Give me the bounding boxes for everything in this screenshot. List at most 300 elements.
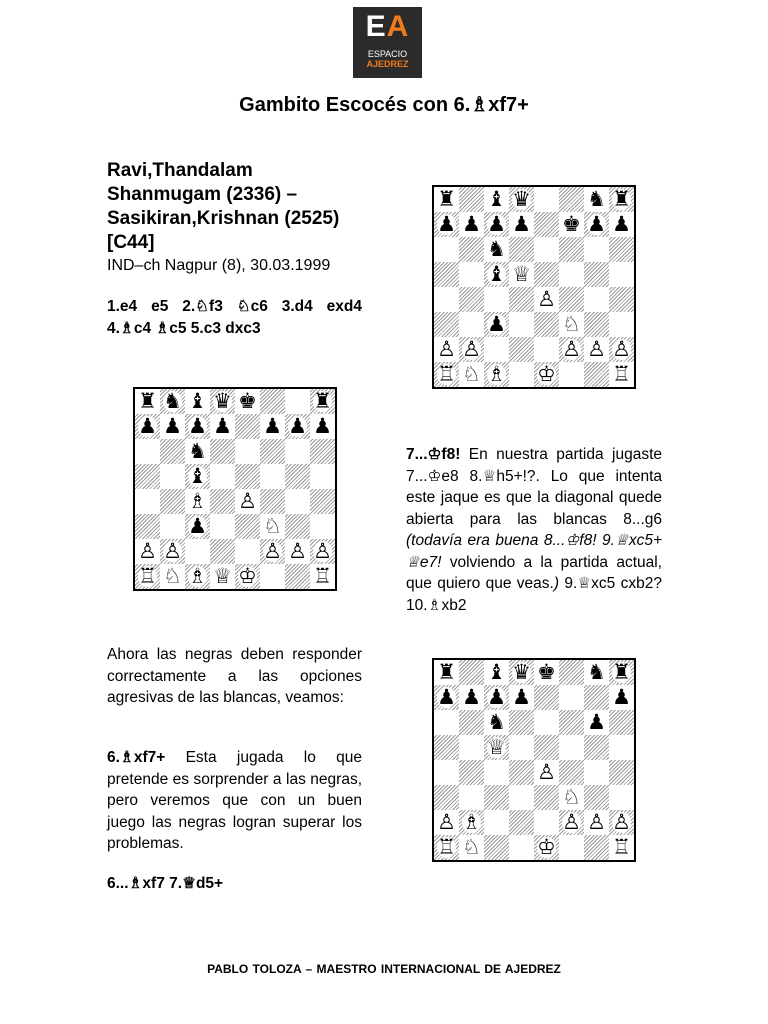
board-square bbox=[310, 564, 335, 589]
board-square bbox=[584, 262, 609, 287]
board-square bbox=[534, 660, 559, 685]
board-square bbox=[509, 262, 534, 287]
white-pawn-icon: ♙ bbox=[587, 337, 606, 361]
black-pawn-icon: ♟ bbox=[462, 212, 481, 236]
board-square bbox=[459, 187, 484, 212]
white-rook-icon: ♖ bbox=[313, 564, 332, 588]
board-square bbox=[509, 685, 534, 710]
board-square bbox=[609, 760, 634, 785]
board-square bbox=[509, 835, 534, 860]
board-square bbox=[210, 389, 235, 414]
board-square bbox=[285, 389, 310, 414]
board-square bbox=[559, 287, 584, 312]
board-square bbox=[609, 312, 634, 337]
black-rook-icon: ♜ bbox=[138, 389, 157, 413]
board-square bbox=[534, 710, 559, 735]
players-line3: Sasikiran,Krishnan (2525) bbox=[107, 208, 340, 229]
board-square bbox=[584, 735, 609, 760]
white-pawn-icon: ♙ bbox=[537, 760, 556, 784]
board-square bbox=[310, 539, 335, 564]
white-rook-icon: ♖ bbox=[138, 564, 157, 588]
black-bishop-icon: ♝ bbox=[487, 262, 506, 286]
board-square bbox=[135, 464, 160, 489]
board-square bbox=[185, 539, 210, 564]
white-pawn-icon: ♙ bbox=[437, 337, 456, 361]
event-info: IND–ch Nagpur (8), 30.03.1999 bbox=[107, 257, 331, 274]
board-square bbox=[609, 262, 634, 287]
board-square bbox=[185, 414, 210, 439]
board-square bbox=[584, 187, 609, 212]
board-square bbox=[434, 760, 459, 785]
board-square bbox=[185, 514, 210, 539]
board-square bbox=[459, 237, 484, 262]
board-square bbox=[160, 489, 185, 514]
board-square bbox=[534, 262, 559, 287]
board-square bbox=[509, 187, 534, 212]
board-square bbox=[235, 489, 260, 514]
white-knight-icon: ♘ bbox=[462, 362, 481, 386]
board-square bbox=[434, 212, 459, 237]
white-knight-icon: ♘ bbox=[163, 564, 182, 588]
black-knight-icon: ♞ bbox=[163, 389, 182, 413]
board-square bbox=[434, 835, 459, 860]
white-pawn-icon: ♙ bbox=[263, 539, 282, 563]
board-square bbox=[459, 785, 484, 810]
board-square bbox=[584, 660, 609, 685]
paragraph-ahora: Ahora las negras deben responder correctamente a las opciones agresivas de las blancas, veamos: bbox=[107, 646, 362, 706]
black-pawn-icon: ♟ bbox=[188, 514, 207, 538]
white-bishop-icon: ♗ bbox=[487, 362, 506, 386]
move-7-italic: (todavía era buena 8...♔f8! 9.♕xc5+ ♕e7! bbox=[406, 532, 662, 571]
board-square bbox=[509, 785, 534, 810]
board-square bbox=[459, 362, 484, 387]
board-square bbox=[260, 564, 285, 589]
move-7-text3: 9.♕xc5 cxb2? 10.♗xb2 bbox=[406, 575, 662, 614]
board-square bbox=[484, 710, 509, 735]
board-square bbox=[484, 362, 509, 387]
board-square bbox=[534, 337, 559, 362]
board-square bbox=[310, 514, 335, 539]
board-square bbox=[509, 287, 534, 312]
board-square bbox=[459, 685, 484, 710]
board-square bbox=[559, 362, 584, 387]
board-square bbox=[509, 237, 534, 262]
board-square bbox=[559, 212, 584, 237]
players-line4: [C44] bbox=[107, 232, 155, 253]
board-square bbox=[609, 187, 634, 212]
white-knight-icon: ♘ bbox=[562, 785, 581, 809]
black-pawn-icon: ♟ bbox=[313, 414, 332, 438]
board-square bbox=[459, 735, 484, 760]
black-pawn-icon: ♟ bbox=[437, 685, 456, 709]
board-square bbox=[310, 389, 335, 414]
board-square bbox=[434, 810, 459, 835]
white-pawn-icon: ♙ bbox=[138, 539, 157, 563]
board-square bbox=[559, 187, 584, 212]
board-square bbox=[584, 710, 609, 735]
moves-6b: 6...♗xf7 7.♕d5+ bbox=[107, 875, 224, 892]
board-square bbox=[434, 287, 459, 312]
board-square bbox=[559, 835, 584, 860]
board-square bbox=[434, 710, 459, 735]
black-pawn-icon: ♟ bbox=[512, 212, 531, 236]
board-square bbox=[534, 785, 559, 810]
board-square bbox=[260, 414, 285, 439]
board-square bbox=[135, 389, 160, 414]
white-queen-icon: ♕ bbox=[213, 564, 232, 588]
board-square bbox=[609, 287, 634, 312]
black-pawn-icon: ♟ bbox=[213, 414, 232, 438]
board-square bbox=[434, 735, 459, 760]
board-square bbox=[285, 464, 310, 489]
board-square bbox=[609, 785, 634, 810]
board-square bbox=[210, 564, 235, 589]
white-knight-icon: ♘ bbox=[562, 312, 581, 336]
black-pawn-icon: ♟ bbox=[437, 212, 456, 236]
board-square bbox=[235, 539, 260, 564]
board-square bbox=[484, 735, 509, 760]
board-square bbox=[534, 212, 559, 237]
black-rook-icon: ♜ bbox=[612, 187, 631, 211]
board-square bbox=[584, 685, 609, 710]
black-pawn-icon: ♟ bbox=[288, 414, 307, 438]
board-square bbox=[484, 785, 509, 810]
board-square bbox=[459, 760, 484, 785]
footer-author: PABLO TOLOZA – MAESTRO INTERNACIONAL DE AJEDREZ bbox=[207, 962, 561, 976]
board-square bbox=[534, 237, 559, 262]
white-pawn-icon: ♙ bbox=[562, 337, 581, 361]
board-square bbox=[509, 760, 534, 785]
white-pawn-icon: ♙ bbox=[562, 810, 581, 834]
black-rook-icon: ♜ bbox=[612, 660, 631, 684]
board-square bbox=[609, 660, 634, 685]
move-6-comment: Esta jugada lo que pretende es sorprender a las negras, pero veremos que con un buen juego las negras logran superar los problemas. bbox=[107, 749, 362, 852]
white-pawn-icon: ♙ bbox=[587, 810, 606, 834]
black-queen-icon: ♛ bbox=[512, 660, 531, 684]
board-square bbox=[484, 337, 509, 362]
board-square bbox=[185, 389, 210, 414]
board-square bbox=[484, 262, 509, 287]
board-square bbox=[160, 439, 185, 464]
board-square bbox=[559, 760, 584, 785]
board-square bbox=[484, 212, 509, 237]
white-knight-icon: ♘ bbox=[263, 514, 282, 538]
black-pawn-icon: ♟ bbox=[512, 685, 531, 709]
black-bishop-icon: ♝ bbox=[487, 660, 506, 684]
white-pawn-icon: ♙ bbox=[238, 489, 257, 513]
board-square bbox=[210, 489, 235, 514]
page-title: Gambito Escocés con 6.♗xf7+ bbox=[239, 94, 529, 116]
white-pawn-icon: ♙ bbox=[163, 539, 182, 563]
board-square bbox=[135, 539, 160, 564]
board-square bbox=[285, 414, 310, 439]
board-square bbox=[260, 439, 285, 464]
board-square bbox=[160, 414, 185, 439]
opening-moves: 1.e4 e5 2.♘f3 ♘c6 3.d4 exd4 4.♗c4 ♗c5 5.c3 dxc3 bbox=[107, 298, 362, 337]
white-king-icon: ♔ bbox=[238, 564, 257, 588]
white-queen-icon: ♕ bbox=[487, 735, 506, 759]
white-rook-icon: ♖ bbox=[612, 835, 631, 859]
black-king-icon: ♚ bbox=[238, 389, 257, 413]
white-king-icon: ♔ bbox=[537, 362, 556, 386]
black-pawn-icon: ♟ bbox=[163, 414, 182, 438]
black-bishop-icon: ♝ bbox=[188, 389, 207, 413]
board-square bbox=[484, 760, 509, 785]
board-square bbox=[160, 564, 185, 589]
board-square bbox=[160, 389, 185, 414]
black-knight-icon: ♞ bbox=[587, 660, 606, 684]
logo-initials: EA bbox=[365, 10, 410, 43]
white-pawn-icon: ♙ bbox=[612, 337, 631, 361]
board-square bbox=[235, 439, 260, 464]
white-pawn-icon: ♙ bbox=[288, 539, 307, 563]
board-square bbox=[534, 287, 559, 312]
board-square bbox=[509, 735, 534, 760]
board-square bbox=[459, 287, 484, 312]
white-bishop-icon: ♗ bbox=[188, 564, 207, 588]
move-7-italic2: ) bbox=[553, 575, 560, 592]
board-square bbox=[260, 514, 285, 539]
board-square bbox=[584, 312, 609, 337]
white-bishop-icon: ♗ bbox=[462, 810, 481, 834]
espacio-ajedrez-logo bbox=[353, 7, 422, 78]
board-square bbox=[210, 464, 235, 489]
black-bishop-icon: ♝ bbox=[188, 464, 207, 488]
board-square bbox=[459, 212, 484, 237]
black-rook-icon: ♜ bbox=[313, 389, 332, 413]
board-square bbox=[285, 539, 310, 564]
board-square bbox=[235, 564, 260, 589]
board-square bbox=[534, 187, 559, 212]
board-square bbox=[559, 312, 584, 337]
board-square bbox=[235, 414, 260, 439]
black-pawn-icon: ♟ bbox=[188, 414, 207, 438]
white-knight-icon: ♘ bbox=[462, 835, 481, 859]
board-square bbox=[509, 312, 534, 337]
board-square bbox=[434, 362, 459, 387]
paragraph-move-6 bbox=[107, 747, 362, 855]
board-square bbox=[185, 464, 210, 489]
board-square bbox=[534, 735, 559, 760]
black-king-icon: ♚ bbox=[537, 660, 556, 684]
board-square bbox=[185, 564, 210, 589]
board-square bbox=[509, 710, 534, 735]
board-square bbox=[559, 337, 584, 362]
board-square bbox=[160, 464, 185, 489]
board-square bbox=[559, 710, 584, 735]
game-players bbox=[107, 159, 367, 255]
board-square bbox=[584, 810, 609, 835]
board-square bbox=[609, 362, 634, 387]
chess-board-1 bbox=[133, 387, 337, 591]
board-square bbox=[310, 439, 335, 464]
board-square bbox=[434, 337, 459, 362]
paragraph-move-7 bbox=[406, 444, 662, 616]
players-line2: Shanmugam (2336) – bbox=[107, 184, 298, 205]
board-square bbox=[210, 414, 235, 439]
board-square bbox=[310, 464, 335, 489]
black-pawn-icon: ♟ bbox=[612, 212, 631, 236]
board-square bbox=[285, 439, 310, 464]
white-pawn-icon: ♙ bbox=[462, 337, 481, 361]
board-square bbox=[135, 514, 160, 539]
black-queen-icon: ♛ bbox=[512, 187, 531, 211]
board-square bbox=[459, 262, 484, 287]
black-queen-icon: ♛ bbox=[213, 389, 232, 413]
board-square bbox=[484, 287, 509, 312]
board-square bbox=[484, 237, 509, 262]
black-pawn-icon: ♟ bbox=[612, 685, 631, 709]
board-square bbox=[484, 835, 509, 860]
black-pawn-icon: ♟ bbox=[487, 312, 506, 336]
board-square bbox=[584, 237, 609, 262]
board-square bbox=[285, 489, 310, 514]
board-square bbox=[609, 735, 634, 760]
board-square bbox=[210, 539, 235, 564]
board-square bbox=[509, 362, 534, 387]
board-square bbox=[509, 337, 534, 362]
board-square bbox=[434, 187, 459, 212]
chess-board-2 bbox=[432, 185, 636, 389]
black-pawn-icon: ♟ bbox=[487, 685, 506, 709]
board-square bbox=[484, 685, 509, 710]
players-line1: Ravi,Thandalam bbox=[107, 160, 253, 181]
board-square bbox=[434, 785, 459, 810]
logo-line2: AJEDREZ bbox=[366, 59, 409, 69]
board-square bbox=[534, 835, 559, 860]
white-king-icon: ♔ bbox=[537, 835, 556, 859]
board-square bbox=[459, 835, 484, 860]
board-square bbox=[135, 439, 160, 464]
move-7-text2: volviendo a la partida actual, que quiero que veas. bbox=[406, 553, 662, 592]
black-pawn-icon: ♟ bbox=[263, 414, 282, 438]
board-square bbox=[260, 539, 285, 564]
board-square bbox=[260, 464, 285, 489]
white-bishop-icon: ♗ bbox=[188, 489, 207, 513]
board-square bbox=[185, 439, 210, 464]
board-square bbox=[310, 414, 335, 439]
board-square bbox=[609, 237, 634, 262]
white-pawn-icon: ♙ bbox=[537, 287, 556, 311]
board-square bbox=[135, 564, 160, 589]
board-square bbox=[584, 760, 609, 785]
board-square bbox=[285, 514, 310, 539]
black-pawn-icon: ♟ bbox=[462, 685, 481, 709]
move-6-notation: 6.♗xf7+ bbox=[107, 749, 166, 766]
black-rook-icon: ♜ bbox=[437, 660, 456, 684]
black-pawn-icon: ♟ bbox=[587, 212, 606, 236]
board-square bbox=[185, 489, 210, 514]
board-square bbox=[434, 262, 459, 287]
black-pawn-icon: ♟ bbox=[138, 414, 157, 438]
board-square bbox=[609, 810, 634, 835]
board-square bbox=[135, 414, 160, 439]
board-square bbox=[509, 810, 534, 835]
black-pawn-icon: ♟ bbox=[487, 212, 506, 236]
board-square bbox=[534, 810, 559, 835]
board-square bbox=[559, 735, 584, 760]
board-square bbox=[559, 785, 584, 810]
board-square bbox=[459, 312, 484, 337]
board-square bbox=[559, 262, 584, 287]
board-square bbox=[210, 439, 235, 464]
black-rook-icon: ♜ bbox=[437, 187, 456, 211]
black-knight-icon: ♞ bbox=[487, 710, 506, 734]
board-square bbox=[235, 514, 260, 539]
white-pawn-icon: ♙ bbox=[612, 810, 631, 834]
board-square bbox=[484, 187, 509, 212]
board-square bbox=[434, 685, 459, 710]
logo-line1: ESPACIO bbox=[367, 49, 408, 59]
board-square bbox=[509, 660, 534, 685]
chess-board-3 bbox=[432, 658, 636, 862]
board-square bbox=[160, 514, 185, 539]
move-7-notation: 7...♔f8! bbox=[406, 446, 461, 463]
board-square bbox=[609, 685, 634, 710]
board-square bbox=[459, 337, 484, 362]
board-square bbox=[534, 685, 559, 710]
board-square bbox=[459, 810, 484, 835]
board-square bbox=[459, 710, 484, 735]
board-square bbox=[459, 660, 484, 685]
black-king-icon: ♚ bbox=[562, 212, 581, 236]
white-pawn-icon: ♙ bbox=[313, 539, 332, 563]
board-square bbox=[559, 685, 584, 710]
board-square bbox=[434, 237, 459, 262]
board-square bbox=[235, 389, 260, 414]
white-pawn-icon: ♙ bbox=[437, 810, 456, 834]
black-bishop-icon: ♝ bbox=[487, 187, 506, 211]
board-square bbox=[534, 362, 559, 387]
board-square bbox=[584, 785, 609, 810]
board-square bbox=[135, 489, 160, 514]
board-square bbox=[434, 660, 459, 685]
board-square bbox=[509, 212, 534, 237]
board-square bbox=[584, 835, 609, 860]
board-square bbox=[434, 312, 459, 337]
board-square bbox=[559, 660, 584, 685]
white-rook-icon: ♖ bbox=[612, 362, 631, 386]
board-square bbox=[559, 237, 584, 262]
white-queen-icon: ♕ bbox=[512, 262, 531, 286]
board-square bbox=[235, 464, 260, 489]
black-knight-icon: ♞ bbox=[587, 187, 606, 211]
board-square bbox=[160, 539, 185, 564]
board-square bbox=[534, 312, 559, 337]
white-rook-icon: ♖ bbox=[437, 835, 456, 859]
black-knight-icon: ♞ bbox=[487, 237, 506, 261]
board-square bbox=[484, 660, 509, 685]
board-square bbox=[210, 514, 235, 539]
board-square bbox=[484, 312, 509, 337]
board-square bbox=[484, 810, 509, 835]
board-square bbox=[285, 564, 310, 589]
board-square bbox=[584, 337, 609, 362]
board-square bbox=[609, 337, 634, 362]
white-rook-icon: ♖ bbox=[437, 362, 456, 386]
board-square bbox=[584, 212, 609, 237]
board-square bbox=[609, 212, 634, 237]
black-pawn-icon: ♟ bbox=[587, 710, 606, 734]
board-square bbox=[534, 760, 559, 785]
board-square bbox=[609, 710, 634, 735]
move-7-text1: En nuestra partida jugaste 7...♔e8 8.♕h5+!?. Lo que intenta este jaque es que la diagonal quede abierta para las blancas 8...g6 bbox=[406, 446, 662, 528]
board-square bbox=[310, 489, 335, 514]
black-knight-icon: ♞ bbox=[188, 439, 207, 463]
board-square bbox=[559, 810, 584, 835]
board-square bbox=[609, 835, 634, 860]
board-square bbox=[260, 389, 285, 414]
